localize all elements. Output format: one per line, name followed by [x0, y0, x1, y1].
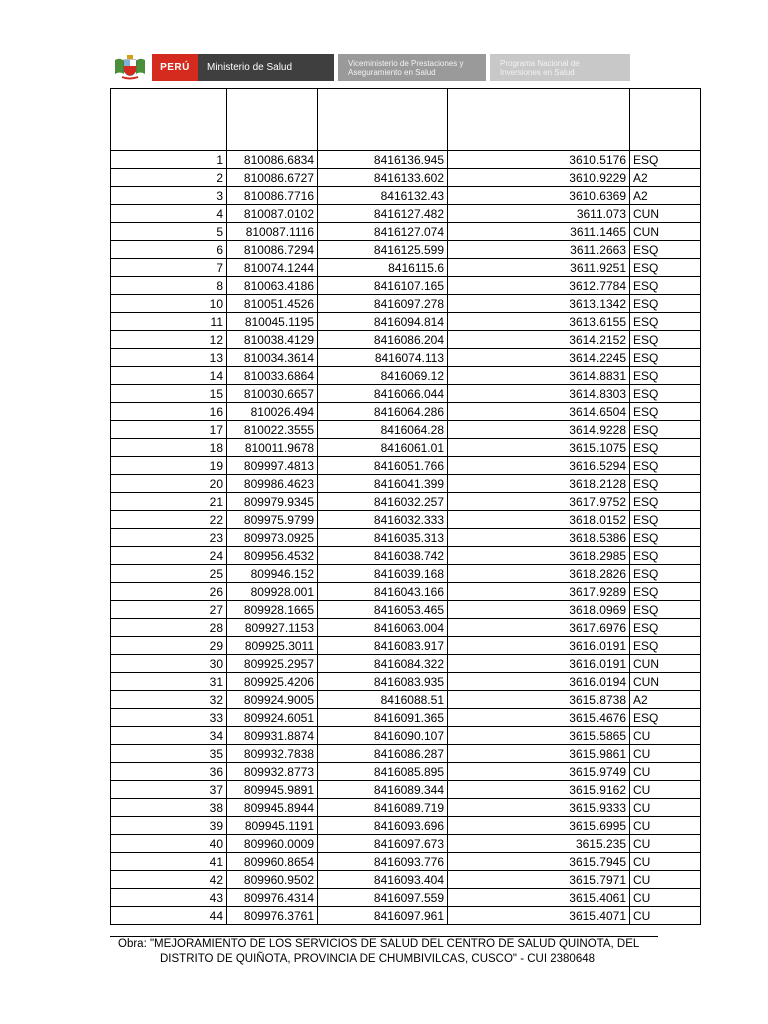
elevation-cell: 3611.9251 [448, 259, 630, 277]
table-row [111, 871, 701, 889]
description-cell: ESQ [630, 619, 701, 637]
point-number-cell: 18 [111, 439, 227, 457]
east-coordinate-cell: 810074.1244 [227, 259, 318, 277]
east-coordinate-cell: 810087.1116 [227, 223, 318, 241]
description-cell: CUN [630, 223, 701, 241]
description-cell: ESQ [630, 367, 701, 385]
table-row [111, 259, 701, 277]
description-cell: ESQ [630, 637, 701, 655]
north-coordinate-cell: 8416127.074 [318, 223, 448, 241]
point-number-cell: 25 [111, 565, 227, 583]
table-row [111, 709, 701, 727]
viceministry-label [338, 54, 486, 81]
elevation-cell: 3610.6369 [448, 187, 630, 205]
description-cell: ESQ [630, 601, 701, 619]
description-cell: A2 [630, 169, 701, 187]
description-cell: ESQ [630, 565, 701, 583]
table-row [111, 655, 701, 673]
point-number-cell: 15 [111, 385, 227, 403]
table-row [111, 385, 701, 403]
elevation-cell: 3617.6976 [448, 619, 630, 637]
elevation-cell: 3615.1075 [448, 439, 630, 457]
north-coordinate-cell: 8416115.6 [318, 259, 448, 277]
ministry-label: Ministerio de Salud [198, 54, 334, 81]
point-number-cell: 42 [111, 871, 227, 889]
elevation-cell: 3618.2985 [448, 547, 630, 565]
north-coordinate-cell: 8416093.404 [318, 871, 448, 889]
description-cell: CUN [630, 673, 701, 691]
east-coordinate-cell: 810045.1195 [227, 313, 318, 331]
description-cell: ESQ [630, 295, 701, 313]
description-cell: ESQ [630, 421, 701, 439]
description-cell: CU [630, 907, 701, 925]
elevation-cell: 3617.9752 [448, 493, 630, 511]
east-coordinate-cell: 809925.3011 [227, 637, 318, 655]
east-coordinate-cell: 809932.7838 [227, 745, 318, 763]
point-number-cell: 39 [111, 817, 227, 835]
elevation-cell: 3618.5386 [448, 529, 630, 547]
table-row [111, 601, 701, 619]
elevation-cell: 3618.2128 [448, 475, 630, 493]
north-coordinate-cell: 8416125.599 [318, 241, 448, 259]
point-number-cell: 20 [111, 475, 227, 493]
east-coordinate-cell: 809932.8773 [227, 763, 318, 781]
description-cell: ESQ [630, 547, 701, 565]
table-row [111, 619, 701, 637]
east-coordinate-cell: 809945.8944 [227, 799, 318, 817]
elevation-cell: 3615.7945 [448, 853, 630, 871]
table-row [111, 727, 701, 745]
point-number-cell: 24 [111, 547, 227, 565]
north-coordinate-cell: 8416083.917 [318, 637, 448, 655]
table-row [111, 457, 701, 475]
elevation-cell: 3614.8303 [448, 385, 630, 403]
header-cell-description [630, 89, 701, 151]
elevation-cell: 3611.1465 [448, 223, 630, 241]
point-number-cell: 30 [111, 655, 227, 673]
east-coordinate-cell: 809945.9891 [227, 781, 318, 799]
east-coordinate-cell: 809925.2957 [227, 655, 318, 673]
description-cell: ESQ [630, 277, 701, 295]
north-coordinate-cell: 8416097.961 [318, 907, 448, 925]
east-coordinate-cell: 810038.4129 [227, 331, 318, 349]
north-coordinate-cell: 8416035.313 [318, 529, 448, 547]
elevation-cell: 3615.4061 [448, 889, 630, 907]
point-number-cell: 44 [111, 907, 227, 925]
north-coordinate-cell: 8416093.776 [318, 853, 448, 871]
point-number-cell: 19 [111, 457, 227, 475]
description-cell: CU [630, 871, 701, 889]
table-row [111, 439, 701, 457]
table-row [111, 331, 701, 349]
east-coordinate-cell: 809973.0925 [227, 529, 318, 547]
point-number-cell: 22 [111, 511, 227, 529]
east-coordinate-cell: 809925.4206 [227, 673, 318, 691]
point-number-cell: 16 [111, 403, 227, 421]
description-cell: ESQ [630, 313, 701, 331]
east-coordinate-cell: 810086.6834 [227, 151, 318, 169]
table-row [111, 421, 701, 439]
description-cell: CU [630, 781, 701, 799]
elevation-cell: 3614.2245 [448, 349, 630, 367]
table-row [111, 907, 701, 925]
east-coordinate-cell: 809928.001 [227, 583, 318, 601]
north-coordinate-cell: 8416064.28 [318, 421, 448, 439]
elevation-cell: 3614.8831 [448, 367, 630, 385]
point-number-cell: 4 [111, 205, 227, 223]
elevation-cell: 3615.9861 [448, 745, 630, 763]
east-coordinate-cell: 810051.4526 [227, 295, 318, 313]
elevation-cell: 3616.5294 [448, 457, 630, 475]
table-row [111, 583, 701, 601]
east-coordinate-cell: 810086.7294 [227, 241, 318, 259]
description-cell: CU [630, 799, 701, 817]
north-coordinate-cell: 8416089.719 [318, 799, 448, 817]
program-label [490, 54, 630, 81]
point-number-cell: 7 [111, 259, 227, 277]
footer-line-2: DISTRITO DE QUIÑOTA, PROVINCIA DE CHUMBIVILCAS, CUSCO" - CUI 2380648 [160, 953, 596, 965]
description-cell: CU [630, 817, 701, 835]
table-row [111, 493, 701, 511]
program-line-1: Programa Nacional de [500, 58, 580, 68]
north-coordinate-cell: 8416043.166 [318, 583, 448, 601]
north-coordinate-cell: 8416061.01 [318, 439, 448, 457]
point-number-cell: 14 [111, 367, 227, 385]
point-number-cell: 41 [111, 853, 227, 871]
elevation-cell: 3611.073 [448, 205, 630, 223]
east-coordinate-cell: 810086.6727 [227, 169, 318, 187]
table-header-row [111, 89, 701, 151]
table-row [111, 313, 701, 331]
table-row [111, 529, 701, 547]
point-number-cell: 23 [111, 529, 227, 547]
elevation-cell: 3613.6155 [448, 313, 630, 331]
description-cell: A2 [630, 187, 701, 205]
elevation-cell: 3614.2152 [448, 331, 630, 349]
north-coordinate-cell: 8416089.344 [318, 781, 448, 799]
elevation-cell: 3615.9333 [448, 799, 630, 817]
header-cell-east [227, 89, 318, 151]
elevation-cell: 3614.6504 [448, 403, 630, 421]
point-number-cell: 17 [111, 421, 227, 439]
table-row [111, 799, 701, 817]
north-coordinate-cell: 8416086.204 [318, 331, 448, 349]
description-cell: CU [630, 745, 701, 763]
table-row [111, 835, 701, 853]
east-coordinate-cell: 809927.1153 [227, 619, 318, 637]
description-cell: CU [630, 835, 701, 853]
table-row [111, 817, 701, 835]
elevation-cell: 3618.0152 [448, 511, 630, 529]
east-coordinate-cell: 809997.4813 [227, 457, 318, 475]
elevation-cell: 3611.2663 [448, 241, 630, 259]
description-cell: ESQ [630, 385, 701, 403]
table-row [111, 367, 701, 385]
point-number-cell: 1 [111, 151, 227, 169]
point-number-cell: 38 [111, 799, 227, 817]
point-number-cell: 6 [111, 241, 227, 259]
description-cell: ESQ [630, 331, 701, 349]
north-coordinate-cell: 8416039.168 [318, 565, 448, 583]
north-coordinate-cell: 8416032.333 [318, 511, 448, 529]
elevation-cell: 3612.7784 [448, 277, 630, 295]
elevation-cell: 3615.235 [448, 835, 630, 853]
viceministry-line-1: Viceministerio de Prestaciones y [348, 58, 464, 68]
table-row [111, 565, 701, 583]
elevation-cell: 3614.9228 [448, 421, 630, 439]
table-row [111, 637, 701, 655]
description-cell: CU [630, 889, 701, 907]
header-cell-elevation [448, 89, 630, 151]
point-number-cell: 36 [111, 763, 227, 781]
table-row [111, 205, 701, 223]
national-coat-of-arms-icon [112, 54, 148, 81]
east-coordinate-cell: 809928.1665 [227, 601, 318, 619]
elevation-cell: 3615.5865 [448, 727, 630, 745]
east-coordinate-cell: 809945.1191 [227, 817, 318, 835]
east-coordinate-cell: 809946.152 [227, 565, 318, 583]
header-cell-number [111, 89, 227, 151]
east-coordinate-cell: 809960.0009 [227, 835, 318, 853]
elevation-cell: 3616.0191 [448, 655, 630, 673]
peru-label: PERÚ [152, 54, 198, 81]
elevation-cell: 3617.9289 [448, 583, 630, 601]
table-row [111, 763, 701, 781]
elevation-cell: 3615.9749 [448, 763, 630, 781]
east-coordinate-cell: 809979.9345 [227, 493, 318, 511]
point-number-cell: 33 [111, 709, 227, 727]
elevation-cell: 3616.0194 [448, 673, 630, 691]
north-coordinate-cell: 8416053.465 [318, 601, 448, 619]
government-header [112, 54, 630, 81]
point-number-cell: 12 [111, 331, 227, 349]
table-row [111, 673, 701, 691]
description-cell: ESQ [630, 259, 701, 277]
east-coordinate-cell: 809924.6051 [227, 709, 318, 727]
coordinates-table [110, 88, 701, 925]
north-coordinate-cell: 8416097.673 [318, 835, 448, 853]
description-cell: ESQ [630, 349, 701, 367]
description-cell: ESQ [630, 475, 701, 493]
program-line-2: Inversiones en Salud [500, 67, 575, 77]
table-row [111, 853, 701, 871]
elevation-cell: 3610.9229 [448, 169, 630, 187]
table-row [111, 475, 701, 493]
north-coordinate-cell: 8416132.43 [318, 187, 448, 205]
elevation-cell: 3616.0191 [448, 637, 630, 655]
point-number-cell: 10 [111, 295, 227, 313]
north-coordinate-cell: 8416064.286 [318, 403, 448, 421]
north-coordinate-cell: 8416088.51 [318, 691, 448, 709]
east-coordinate-cell: 809986.4623 [227, 475, 318, 493]
north-coordinate-cell: 8416084.322 [318, 655, 448, 673]
point-number-cell: 21 [111, 493, 227, 511]
point-number-cell: 37 [111, 781, 227, 799]
table-row [111, 781, 701, 799]
description-cell: CUN [630, 655, 701, 673]
elevation-cell: 3613.1342 [448, 295, 630, 313]
elevation-cell: 3615.7971 [448, 871, 630, 889]
east-coordinate-cell: 809976.4314 [227, 889, 318, 907]
description-cell: ESQ [630, 511, 701, 529]
east-coordinate-cell: 809931.8874 [227, 727, 318, 745]
elevation-cell: 3615.9162 [448, 781, 630, 799]
point-number-cell: 27 [111, 601, 227, 619]
header-cell-north [318, 89, 448, 151]
east-coordinate-cell: 810087.0102 [227, 205, 318, 223]
north-coordinate-cell: 8416085.895 [318, 763, 448, 781]
point-number-cell: 34 [111, 727, 227, 745]
north-coordinate-cell: 8416074.113 [318, 349, 448, 367]
north-coordinate-cell: 8416097.278 [318, 295, 448, 313]
north-coordinate-cell: 8416127.482 [318, 205, 448, 223]
table-row [111, 403, 701, 421]
point-number-cell: 11 [111, 313, 227, 331]
description-cell: CUN [630, 205, 701, 223]
description-cell: ESQ [630, 241, 701, 259]
north-coordinate-cell: 8416133.602 [318, 169, 448, 187]
point-number-cell: 2 [111, 169, 227, 187]
table-row [111, 511, 701, 529]
north-coordinate-cell: 8416038.742 [318, 547, 448, 565]
footer-line-1: Obra: "MEJORAMIENTO DE LOS SERVICIOS DE SALUD DEL CENTRO DE SALUD QUINOTA, DEL [118, 938, 640, 950]
point-number-cell: 26 [111, 583, 227, 601]
point-number-cell: 3 [111, 187, 227, 205]
description-cell: ESQ [630, 439, 701, 457]
table-row [111, 151, 701, 169]
north-coordinate-cell: 8416091.365 [318, 709, 448, 727]
east-coordinate-cell: 809976.3761 [227, 907, 318, 925]
north-coordinate-cell: 8416066.044 [318, 385, 448, 403]
description-cell: CU [630, 763, 701, 781]
elevation-cell: 3615.4676 [448, 709, 630, 727]
point-number-cell: 8 [111, 277, 227, 295]
north-coordinate-cell: 8416136.945 [318, 151, 448, 169]
table-row [111, 745, 701, 763]
point-number-cell: 5 [111, 223, 227, 241]
table-row [111, 691, 701, 709]
elevation-cell: 3615.4071 [448, 907, 630, 925]
east-coordinate-cell: 810022.3555 [227, 421, 318, 439]
description-cell: ESQ [630, 151, 701, 169]
north-coordinate-cell: 8416086.287 [318, 745, 448, 763]
table-row [111, 349, 701, 367]
description-cell: ESQ [630, 529, 701, 547]
point-number-cell: 28 [111, 619, 227, 637]
project-footer [118, 937, 678, 967]
north-coordinate-cell: 8416069.12 [318, 367, 448, 385]
point-number-cell: 31 [111, 673, 227, 691]
north-coordinate-cell: 8416090.107 [318, 727, 448, 745]
east-coordinate-cell: 809956.4532 [227, 547, 318, 565]
table-row [111, 223, 701, 241]
point-number-cell: 13 [111, 349, 227, 367]
elevation-cell: 3610.5176 [448, 151, 630, 169]
east-coordinate-cell: 810086.7716 [227, 187, 318, 205]
east-coordinate-cell: 810026.494 [227, 403, 318, 421]
point-number-cell: 29 [111, 637, 227, 655]
description-cell: A2 [630, 691, 701, 709]
point-number-cell: 32 [111, 691, 227, 709]
description-cell: ESQ [630, 457, 701, 475]
north-coordinate-cell: 8416083.935 [318, 673, 448, 691]
north-coordinate-cell: 8416051.766 [318, 457, 448, 475]
table-row [111, 187, 701, 205]
east-coordinate-cell: 810033.6864 [227, 367, 318, 385]
north-coordinate-cell: 8416093.696 [318, 817, 448, 835]
table-row [111, 889, 701, 907]
north-coordinate-cell: 8416097.559 [318, 889, 448, 907]
viceministry-line-2: Aseguramiento en Salud [348, 67, 436, 77]
point-number-cell: 43 [111, 889, 227, 907]
elevation-cell: 3618.0969 [448, 601, 630, 619]
east-coordinate-cell: 809960.8654 [227, 853, 318, 871]
north-coordinate-cell: 8416041.399 [318, 475, 448, 493]
table-row [111, 547, 701, 565]
east-coordinate-cell: 810034.3614 [227, 349, 318, 367]
table-row [111, 241, 701, 259]
east-coordinate-cell: 809975.9799 [227, 511, 318, 529]
north-coordinate-cell: 8416107.165 [318, 277, 448, 295]
description-cell: ESQ [630, 583, 701, 601]
point-number-cell: 40 [111, 835, 227, 853]
elevation-cell: 3615.8738 [448, 691, 630, 709]
elevation-cell: 3618.2826 [448, 565, 630, 583]
description-cell: ESQ [630, 403, 701, 421]
east-coordinate-cell: 810011.9678 [227, 439, 318, 457]
description-cell: CU [630, 727, 701, 745]
north-coordinate-cell: 8416063.004 [318, 619, 448, 637]
table-row [111, 169, 701, 187]
east-coordinate-cell: 810030.6657 [227, 385, 318, 403]
elevation-cell: 3615.6995 [448, 817, 630, 835]
point-number-cell: 35 [111, 745, 227, 763]
description-cell: ESQ [630, 493, 701, 511]
table-row [111, 277, 701, 295]
east-coordinate-cell: 809924.9005 [227, 691, 318, 709]
north-coordinate-cell: 8416032.257 [318, 493, 448, 511]
east-coordinate-cell: 810063.4186 [227, 277, 318, 295]
north-coordinate-cell: 8416094.814 [318, 313, 448, 331]
description-cell: CU [630, 853, 701, 871]
east-coordinate-cell: 809960.9502 [227, 871, 318, 889]
description-cell: ESQ [630, 709, 701, 727]
table-row [111, 295, 701, 313]
